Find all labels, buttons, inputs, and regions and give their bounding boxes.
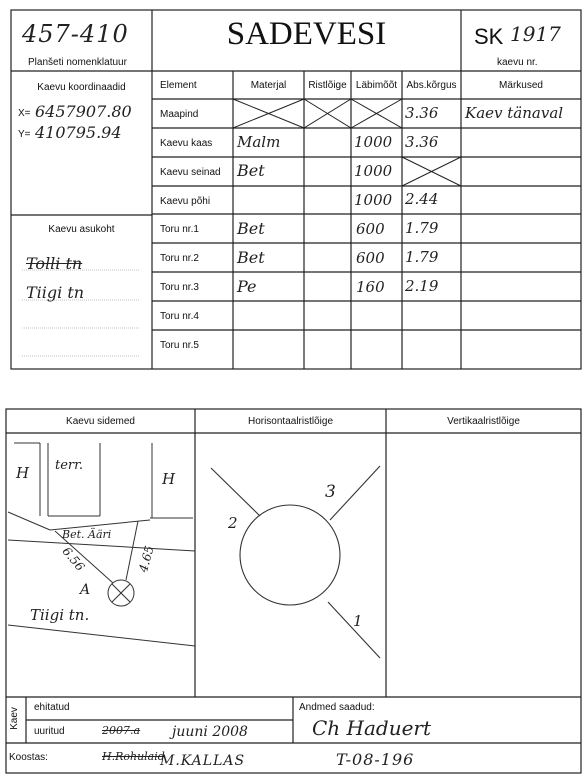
form-title: SADEVESI (226, 16, 387, 52)
pipe-label-3: 3 (325, 482, 336, 502)
row-element: Kaevu seinad (160, 167, 221, 178)
col-header-height: Abs.kõrgus (406, 80, 457, 91)
col-header-notes: Märkused (499, 80, 543, 91)
section-links-title: Kaevu sidemed (66, 416, 135, 427)
row-height: 3.36 (405, 104, 439, 122)
row-notes: Kaev tänaval (465, 104, 564, 122)
row-diameter: 1000 (354, 162, 393, 180)
location-line-1: Tolli tn (26, 254, 83, 273)
row-element: Toru nr.1 (160, 224, 199, 235)
row-material: Pe (237, 277, 257, 296)
footer-side-label: Kaev (8, 707, 20, 730)
row-material: Bet (237, 161, 265, 180)
row-material: Malm (237, 133, 281, 151)
sketch-street: Tiigi tn. (30, 606, 90, 624)
row-element: Kaevu põhi (160, 196, 211, 207)
row-element: Toru nr.5 (160, 340, 199, 351)
pipe-label-1: 1 (353, 612, 363, 630)
coords-label: Kaevu koordinaadid (37, 82, 126, 93)
section-horizontal-title: Horisontaalristlõige (247, 416, 334, 427)
row-height: 3.36 (405, 133, 439, 151)
col-header-element: Element (160, 80, 197, 91)
row-diameter: 600 (356, 249, 385, 267)
row-height: 2.19 (405, 277, 439, 295)
well-id-prefix: SK (474, 24, 504, 49)
sketch-curb: Bet. Ääri (62, 528, 112, 541)
col-header-diameter: Läbimõõt (355, 80, 398, 91)
row-diameter: 600 (356, 220, 385, 238)
row-diameter: 1000 (354, 191, 393, 209)
coord-y-value: 410795.94 (35, 123, 122, 142)
well-id-number: 1917 (510, 22, 561, 46)
coord-x-prefix: X= (18, 108, 31, 119)
row-material: Bet (237, 248, 265, 267)
sketch-building: terr. (55, 458, 84, 473)
sketch-dist-right: 4.65 (136, 544, 157, 574)
location-label: Kaevu asukoht (48, 224, 115, 235)
coord-y-prefix: Y= (18, 129, 31, 140)
row-element: Toru nr.3 (160, 282, 199, 293)
row-height: 1.79 (405, 219, 439, 237)
pipe-label-2: 2 (228, 514, 238, 532)
sheet-label: Planšeti nomenklatuur (28, 57, 127, 68)
row-element: Toru nr.4 (160, 311, 199, 322)
sketch-h-left: H (16, 464, 30, 482)
row-height: 1.79 (405, 248, 439, 266)
measured-label: uuritud (34, 726, 65, 737)
row-element: Toru nr.2 (160, 253, 199, 264)
row-element: Kaevu kaas (160, 138, 213, 149)
col-header-cross: Ristlõige (308, 80, 347, 91)
sketch-dist-left: 6.56 (59, 544, 88, 574)
row-diameter: 1000 (354, 133, 393, 151)
row-material: Bet (237, 219, 265, 238)
measured-struck: 2007.a (102, 724, 141, 737)
compiled-label: Koostas: (9, 752, 48, 763)
data-from-label: Andmed saadud: (299, 702, 375, 713)
sketch-h-right: H (162, 470, 176, 488)
sketch-point-a: A (80, 582, 91, 598)
compiled-struck: H.Rohulaid (102, 750, 165, 763)
measured-value: juuni 2008 (172, 724, 248, 740)
document-number: T-08-196 (336, 750, 415, 769)
section-vertical-title: Vertikaalristlõige (447, 416, 520, 427)
signature: Ch Haduert (312, 716, 432, 740)
sheet-number: 457-410 (22, 20, 129, 48)
row-element: Maapind (160, 109, 199, 120)
col-header-material: Materjal (250, 80, 287, 91)
coord-x-value: 6457907.80 (35, 102, 132, 121)
row-diameter: 160 (356, 278, 385, 296)
location-line-2: Tiigi tn (26, 283, 85, 302)
row-height: 2.44 (405, 190, 439, 208)
compiled-value: M.KALLAS (160, 753, 246, 769)
well-id-label: kaevu nr. (497, 57, 538, 68)
built-label: ehitatud (34, 702, 70, 713)
